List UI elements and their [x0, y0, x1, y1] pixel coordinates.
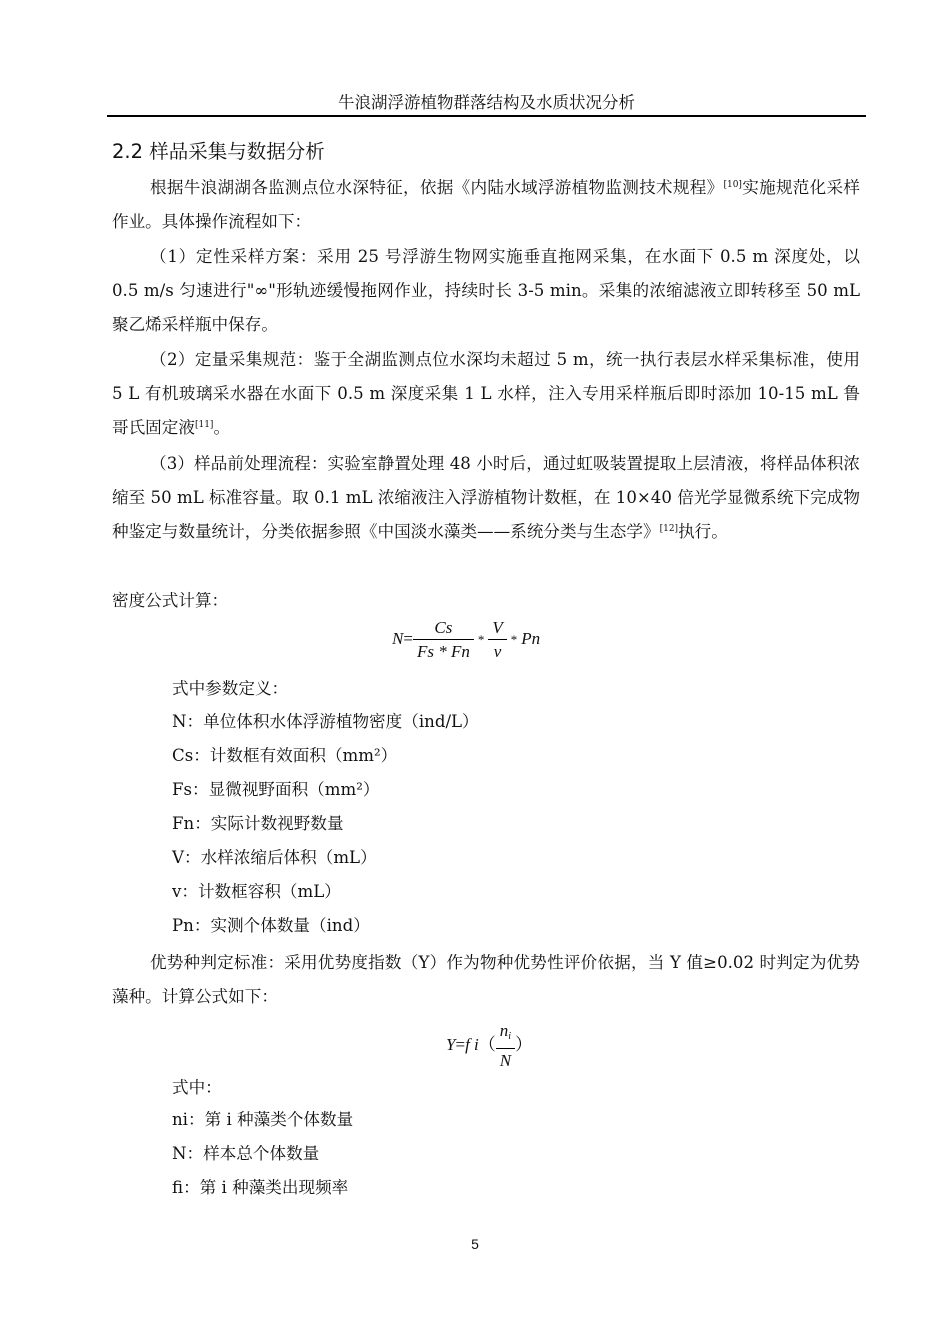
param-item: Pn：实测个体数量（ind）: [172, 916, 370, 935]
formula-lhs: N: [392, 628, 404, 648]
ni-symbol: n: [499, 1021, 509, 1040]
dominance-params-title: 式中：: [172, 1078, 222, 1097]
page-number: 5: [471, 1236, 479, 1252]
formula-op2: *: [510, 631, 518, 647]
fraction-cs-num: Cs: [413, 619, 474, 640]
density-formula: [392, 619, 540, 661]
step3-text: （3）样品前处理流程：实验室静置处理 48 小时后，通过虹吸装置提取上层清液，将样品体积浓缩至 50 mL 标准容量。取 0.1 mL 浓缩液注入浮游植物计数框，在 10×40 倍光学显微系统下完成物种鉴定与数量统计，分类依据参照《中国淡水藻类——系统分类与生态学》: [112, 454, 860, 541]
dominance-formula: [446, 1022, 532, 1070]
fraction-ni-den: N: [499, 1051, 512, 1070]
step2-paragraph: [112, 343, 860, 445]
citation-12: [12]: [659, 524, 679, 534]
param-item: N：单位体积水体浮游植物密度（ind/L）: [172, 712, 479, 731]
header-rule: [107, 115, 866, 117]
citation-11: [11]: [194, 420, 214, 430]
params-title: 式中参数定义：: [172, 679, 289, 698]
step2-text: （2）定量采集规范：鉴于全湖监测点位水深均未超过 5 m，统一执行表层水样采集标准，使用 5 L 有机玻璃采水器在水面下 0.5 m 深度采集 1 L 水样，注入专用采样瓶后即时添加 10-15 mL 鲁哥氏固定液: [112, 350, 860, 437]
dominance-lhs: Y: [446, 1034, 456, 1054]
step1-paragraph: （1）定性采样方案：采用 25 号浮游生物网实施垂直拖网采集，在水面下 0.5 m 深度处，以 0.5 m/s 匀速进行"∞"形轨迹缓慢拖网作业，持续时长 3-5 min。采集的浓缩滤液立即转移至 50 mL 聚乙烯采样瓶中保存。: [112, 247, 860, 334]
density-label: 密度公式计算：: [112, 591, 229, 610]
ni-subscript: i: [508, 1031, 512, 1042]
fraction-ni-num: [496, 1022, 515, 1049]
param-item: N：样本总个体数量: [172, 1144, 320, 1163]
param-item: Cs：计数框有效面积（mm²）: [172, 746, 398, 765]
fraction-v: [488, 619, 506, 661]
fraction-v-den: v: [493, 642, 502, 661]
fraction-cs-den: Fs * Fn: [416, 642, 470, 661]
fraction-cs: [413, 619, 474, 661]
step3-tail: 执行。: [678, 522, 728, 541]
formula-pn: Pn: [521, 628, 541, 648]
dominance-fi: f i: [465, 1034, 479, 1054]
section-title: 2.2 样品采集与数据分析: [112, 140, 325, 163]
dominance-paragraph: 优势种判定标准：采用优势度指数（Y）作为物种优势性评价依据，当 Y 值≥0.02 时判定为优势藻种。计算公式如下：: [112, 953, 860, 1006]
fraction-ni: [496, 1022, 515, 1070]
intro-text: 根据牛浪湖湖各监测点位水深特征，依据《内陆水域浮游植物监测技术规程》: [150, 178, 724, 197]
param-item: V：水样浓缩后体积（mL）: [172, 848, 377, 867]
dominance-close: ）: [515, 1034, 533, 1054]
intro-paragraph: [112, 171, 860, 239]
param-item: Fs：显微视野面积（mm²）: [172, 780, 380, 799]
fraction-v-num: V: [488, 619, 506, 640]
formula-op1: *: [477, 631, 485, 647]
intro-text-tail: 实施规范化采样作业。具体操作流程如下：: [112, 178, 861, 231]
running-header: 牛浪湖浮游植物群落结构及水质状况分析: [338, 93, 635, 112]
param-item: ni：第 i 种藻类个体数量: [172, 1110, 354, 1129]
param-item: fi：第 i 种藻类出现频率: [172, 1178, 349, 1197]
citation-10: [10]: [723, 180, 742, 190]
dominance-eq: =: [455, 1034, 466, 1054]
step3-paragraph: [112, 447, 860, 549]
dominance-open: （: [478, 1034, 496, 1054]
param-item: Fn：实际计数视野数量: [172, 814, 344, 833]
formula-eq: =: [403, 628, 413, 648]
step2-tail: 。: [213, 418, 231, 437]
param-item: v：计数框容积（mL）: [172, 882, 341, 901]
